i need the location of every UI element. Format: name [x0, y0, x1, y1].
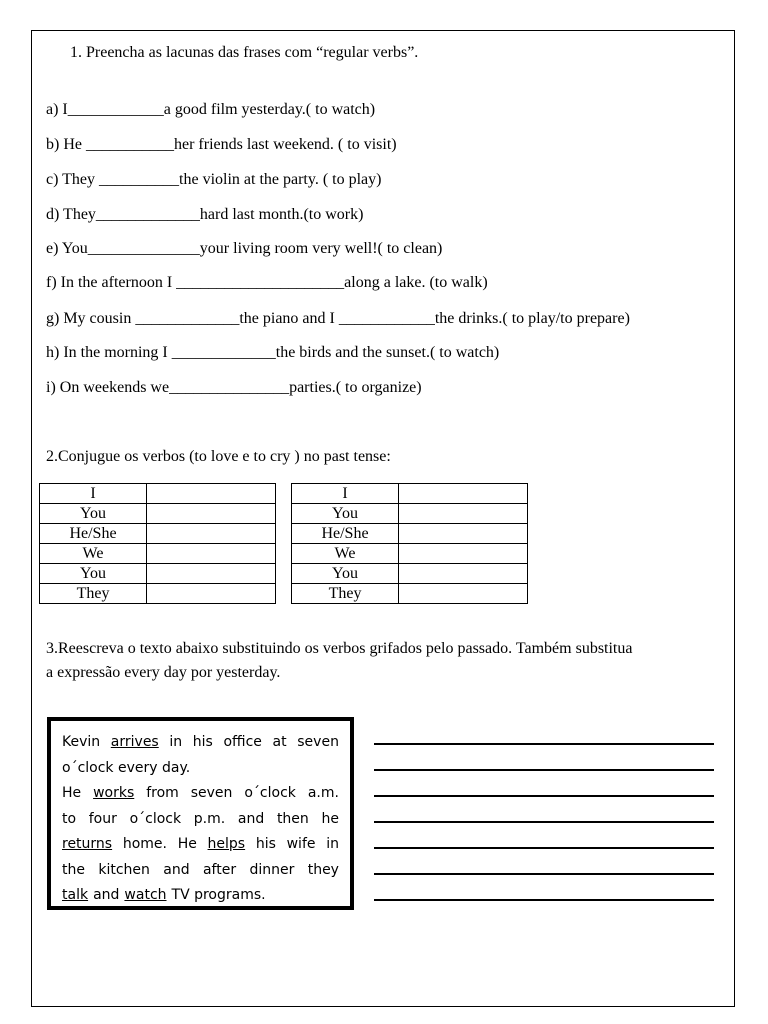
pronoun-cell: I — [292, 484, 399, 504]
table-row — [292, 584, 528, 604]
underlined-verb: helps — [207, 836, 246, 852]
story-line — [62, 832, 339, 858]
underlined-verb: arrives — [110, 734, 159, 750]
pronoun-cell: We — [292, 544, 399, 564]
answer-cell[interactable] — [399, 524, 528, 544]
word: after — [202, 861, 237, 878]
exercise-i: i) On weekends we_______________parties.( to organize) — [46, 379, 422, 396]
answer-line[interactable] — [374, 795, 714, 797]
section2-title: 2.Conjugue os verbos (to love e to cry ) no past tense: — [46, 448, 391, 465]
word: p.m. — [193, 810, 226, 827]
story-line — [62, 883, 339, 909]
section1-title: 1. Preencha as lacunas das frases com “regular verbs”. — [70, 44, 419, 61]
answer-line[interactable] — [374, 873, 714, 875]
answer-line[interactable] — [374, 821, 714, 823]
answer-cell[interactable] — [147, 524, 276, 544]
answer-cell[interactable] — [399, 584, 528, 604]
pronoun-cell: I — [40, 484, 147, 504]
exercise-d: d) They_____________hard last month.(to work) — [46, 206, 364, 223]
word: TV programs. — [171, 887, 266, 903]
word: seven — [297, 734, 339, 750]
exercise-b: b) He ___________her friends last weekend. ( to visit) — [46, 136, 397, 153]
word: the — [62, 861, 85, 878]
table-row — [292, 504, 528, 524]
answer-cell[interactable] — [147, 484, 276, 504]
pronoun-cell: You — [292, 564, 399, 584]
pronoun-cell: They — [292, 584, 399, 604]
word: office — [223, 734, 262, 750]
word: o´clock — [129, 810, 182, 827]
word: Kevin — [62, 734, 101, 750]
answer-cell[interactable] — [399, 484, 528, 504]
exercise-e: e) You______________your living room very well!( to clean) — [46, 240, 443, 257]
answer-cell[interactable] — [399, 504, 528, 524]
pronoun-cell: You — [40, 504, 147, 524]
answer-cell[interactable] — [399, 564, 528, 584]
story-line — [62, 858, 339, 884]
table-row — [292, 564, 528, 584]
word: to — [62, 810, 77, 827]
word: dinner — [249, 861, 295, 878]
answer-line[interactable] — [374, 769, 714, 771]
word: kitchen — [98, 861, 150, 878]
word: and — [237, 810, 265, 827]
conjugation-table-1 — [39, 483, 276, 604]
table-row — [40, 544, 276, 564]
answer-cell[interactable] — [147, 504, 276, 524]
answer-cell[interactable] — [147, 584, 276, 604]
story-line — [62, 781, 339, 807]
pronoun-cell: They — [40, 584, 147, 604]
section3-title-line2: a expressão every day por yesterday. — [46, 664, 281, 681]
answer-line[interactable] — [374, 743, 714, 745]
exercise-f: f) In the afternoon I _____________________along a lake. (to walk) — [46, 274, 488, 291]
word: his — [192, 734, 213, 750]
word: at — [272, 734, 287, 750]
table-row — [292, 484, 528, 504]
story-line — [62, 807, 339, 833]
word: in — [326, 836, 339, 852]
underlined-verb: returns — [62, 836, 113, 852]
table-row — [292, 524, 528, 544]
word: a.m. — [307, 785, 339, 801]
answer-cell[interactable] — [147, 564, 276, 584]
pronoun-cell: You — [40, 564, 147, 584]
underlined-verb: talk — [62, 887, 89, 903]
exercise-a: a) I____________a good film yesterday.( to watch) — [46, 101, 376, 118]
conjugation-table-2 — [291, 483, 528, 604]
answer-cell[interactable] — [147, 544, 276, 564]
exercise-h: h) In the morning I _____________the birds and the sunset.( to watch) — [46, 344, 500, 361]
underlined-verb: works — [93, 785, 135, 801]
table-row — [40, 524, 276, 544]
pronoun-cell: He/She — [292, 524, 399, 544]
underlined-verb: watch — [124, 887, 167, 903]
pronoun-cell: He/She — [40, 524, 147, 544]
word: He — [177, 836, 197, 852]
table-row — [40, 504, 276, 524]
word: then — [276, 810, 309, 827]
word: from — [146, 785, 179, 801]
exercise-c: c) They __________the violin at the party. ( to play) — [46, 171, 382, 188]
word: his — [255, 836, 276, 852]
word: and — [93, 887, 120, 903]
word: o´clock — [244, 785, 296, 801]
word: four — [88, 810, 117, 827]
table-row — [40, 564, 276, 584]
word: in — [169, 734, 183, 750]
word: they — [307, 861, 339, 878]
section3-title-line1: 3.Reescreva o texto abaixo substituindo os verbos grifados pelo passado. Também substitua — [46, 640, 633, 657]
story-line — [62, 730, 339, 756]
word: and — [163, 861, 190, 878]
exercise-g: g) My cousin _____________the piano and I ____________the drinks.( to play/to prepare) — [46, 310, 630, 327]
answer-line[interactable] — [374, 847, 714, 849]
word: He — [62, 785, 82, 801]
table-row — [40, 484, 276, 504]
table-row — [292, 544, 528, 564]
word: seven — [190, 785, 233, 801]
story-textbox — [47, 717, 354, 910]
story-line — [62, 756, 339, 782]
word: wife — [286, 836, 316, 852]
word: he — [321, 810, 339, 827]
word: home. — [122, 836, 167, 852]
answer-line[interactable] — [374, 899, 714, 901]
pronoun-cell: We — [40, 544, 147, 564]
table-row — [40, 584, 276, 604]
answer-cell[interactable] — [399, 544, 528, 564]
word: o´clock every day. — [62, 759, 191, 776]
pronoun-cell: You — [292, 504, 399, 524]
